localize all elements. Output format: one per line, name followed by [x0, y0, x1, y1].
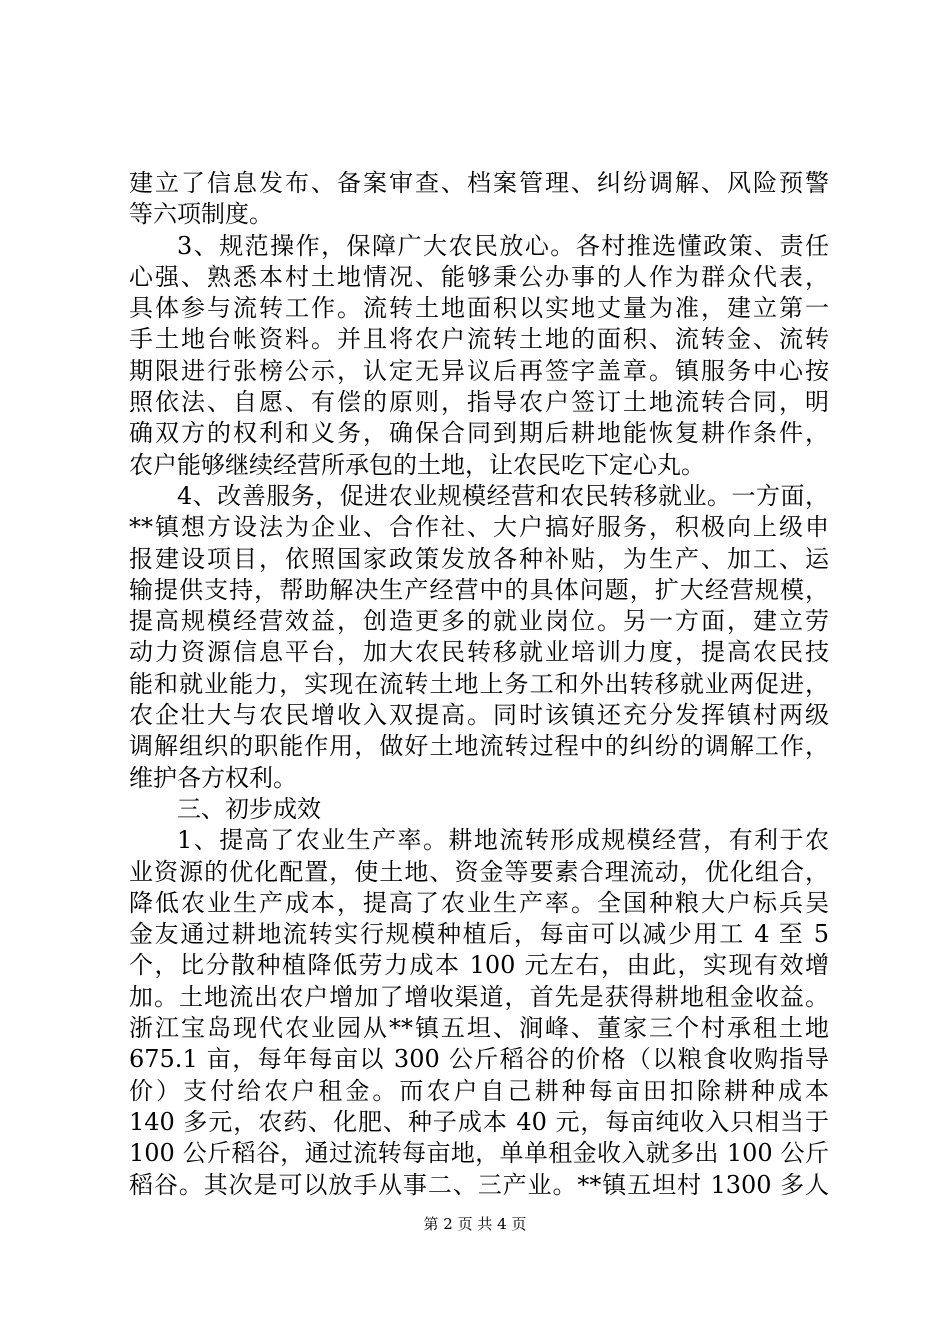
text-line: 稻谷。其次是可以放手从事二、三产业。**镇五坦村 1300 多人: [129, 1170, 829, 1199]
text-line: 降低农业生产成本，提高了农业生产率。全国种粮大户标兵吴: [129, 888, 829, 917]
text-line: 心强、熟悉本村土地情况、能够秉公办事的人作为群众代表，: [129, 262, 829, 291]
page-number-label: 第 2 页 共 4 页: [423, 1215, 527, 1233]
text-line: 浙江宝岛现代农业园从**镇五坦、涧峰、董家三个村承租土地: [129, 1014, 829, 1043]
text-line: 农户能够继续经营所承包的土地，让农民吃下定心丸。: [129, 450, 705, 479]
text-line: 加。土地流出农户增加了增收渠道，首先是获得耕地租金收益。: [129, 982, 829, 1011]
text-line: 1、提高了农业生产率。耕地流转形成规模经营，有利于农: [177, 826, 829, 855]
text-line: 建立了信息发布、备案审查、档案管理、纠纷调解、风险预警: [129, 169, 829, 197]
text-line: 三、初步成效: [177, 794, 321, 823]
text-line: 个，比分散种植降低劳力成本 100 元左右，由此，实现有效增: [129, 951, 829, 980]
text-line: 140 多元，农药、化肥、种子成本 40 元，每亩纯收入只相当于: [129, 1107, 829, 1136]
text-line: 期限进行张榜公示，认定无异议后再签字盖章。镇服务中心按: [129, 356, 829, 385]
text-line: 3、规范操作，保障广大农民放心。各村推选懂政策、责任: [177, 231, 829, 260]
body-text: [129, 168, 829, 1201]
text-line: 100 公斤稻谷，通过流转每亩地，单单租金收入就多出 100 公斤: [129, 1139, 829, 1168]
text-line: 675.1 亩，每年每亩以 300 公斤稻谷的价格（以粮食收购指导: [129, 1045, 829, 1074]
text-line: 报建设项目，依照国家政策发放各种补贴，为生产、加工、运: [129, 544, 829, 573]
text-line: 照依法、自愿、有偿的原则，指导农户签订土地流转合同，明: [129, 388, 829, 417]
text-line: 能和就业能力，实现在流转土地上务工和外出转移就业两促进，: [129, 669, 829, 698]
text-line: 等六项制度。: [129, 200, 273, 229]
text-line: 手土地台帐资料。并且将农户流转土地的面积、流转金、流转: [129, 325, 829, 354]
text-line: 价）支付给农户租金。而农户自己耕种每亩田扣除耕种成本: [129, 1076, 829, 1105]
text-line: 4、改善服务，促进农业规模经营和农民转移就业。一方面，: [177, 481, 829, 510]
text-line: **镇想方设法为企业、合作社、大户搞好服务，积极向上级申: [129, 513, 829, 542]
text-line: 农企壮大与农民增收入双提高。同时该镇还充分发挥镇村两级: [129, 701, 829, 730]
text-line: 具体参与流转工作。流转土地面积以实地丈量为准，建立第一: [129, 294, 829, 323]
text-line: 金友通过耕地流转实行规模种植后，每亩可以减少用工 4 至 5: [129, 920, 829, 949]
page-footer: [0, 1214, 950, 1234]
text-line: 调解组织的职能作用，做好土地流转过程中的纠纷的调解工作，: [129, 732, 829, 761]
text-line: 维护各方权利。: [129, 763, 297, 792]
text-line: 动力资源信息平台，加大农民转移就业培训力度，提高农民技: [129, 638, 829, 667]
text-line: 确双方的权利和义务，确保合同到期后耕地能恢复耕作条件，: [129, 419, 829, 448]
text-line: 提高规模经营效益，创造更多的就业岗位。另一方面，建立劳: [129, 607, 829, 636]
text-line: 输提供支持，帮助解决生产经营中的具体问题，扩大经营规模，: [129, 575, 829, 604]
text-line: 业资源的优化配置，使土地、资金等要素合理流动，优化组合，: [129, 857, 829, 886]
